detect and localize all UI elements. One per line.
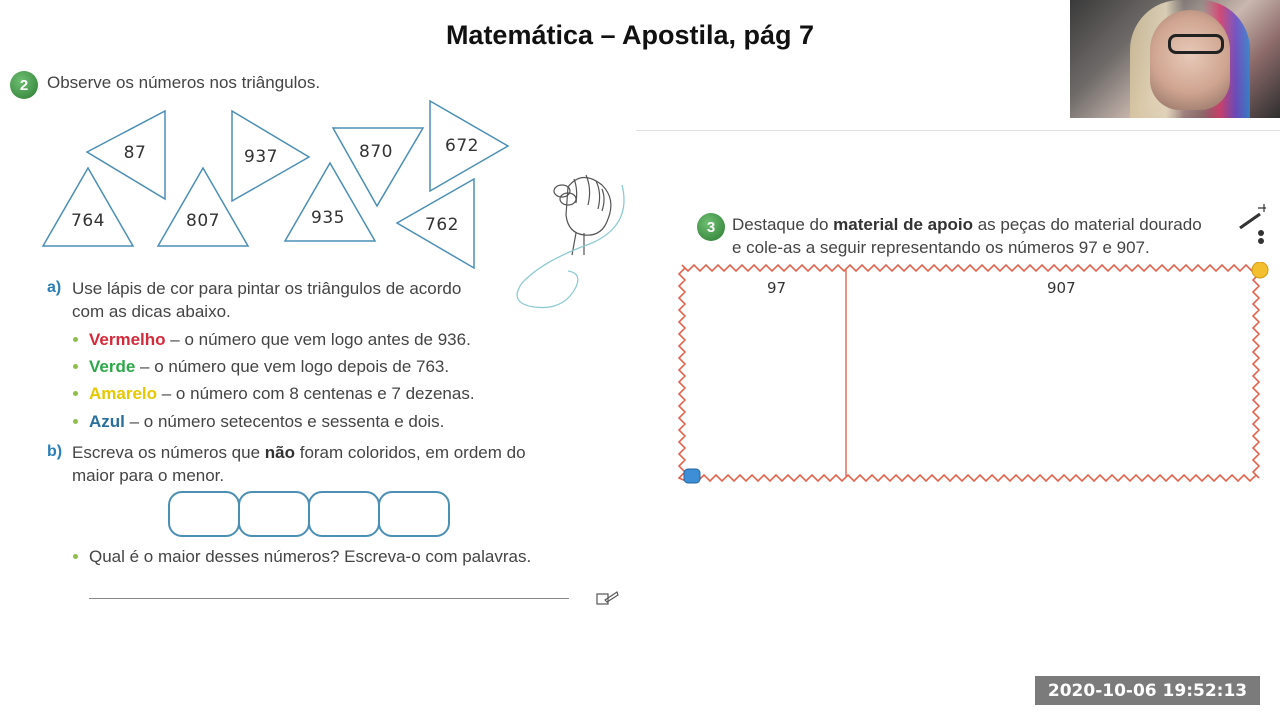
hint-text: – o número que vem logo antes de 936. — [165, 330, 471, 349]
triangle-label: 807 — [186, 211, 220, 231]
answer-line[interactable] — [89, 598, 569, 599]
answer-box[interactable] — [238, 491, 310, 537]
triangle-label: 762 — [425, 215, 459, 235]
hint-yellow — [89, 382, 475, 405]
hint-text: – o número que vem logo depois de 763. — [135, 357, 450, 376]
webcam-glasses — [1168, 34, 1224, 54]
triangle-label: 87 — [123, 143, 147, 163]
hint-color-word: Amarelo — [89, 384, 158, 403]
question-3-text: as peças do material dourado — [972, 215, 1202, 234]
triangle-870 — [333, 128, 423, 206]
bullet-icon — [73, 337, 78, 342]
item-b-question: Qual é o maior desses números? Escreva-o com palavras. — [89, 547, 532, 566]
write-icon — [596, 591, 620, 607]
triangle-935 — [285, 163, 375, 241]
item-a-line1: Use lápis de cor para pintar os triângulos de acordo — [72, 279, 462, 298]
hint-text: – o número setecentos e sessenta e dois. — [124, 412, 445, 431]
question-3-line2: e cole-as a seguir representando os números 97 e 907. — [732, 238, 1150, 257]
corner-sun-icon — [1252, 262, 1268, 278]
bullet-icon — [73, 391, 78, 396]
answer-box[interactable] — [378, 491, 450, 537]
triangle-label: 870 — [359, 142, 393, 162]
frame-label-907: 907 — [1047, 279, 1076, 297]
timestamp-overlay: 2020-10-06 19:52:13 — [1035, 676, 1260, 705]
item-b-text: foram coloridos, em ordem do — [295, 443, 526, 462]
hint-color-word: Verde — [89, 357, 136, 376]
triangle-807 — [158, 168, 248, 246]
page-divider — [636, 130, 1280, 131]
bullet-icon — [73, 554, 78, 559]
hint-color-word: Vermelho — [89, 330, 166, 349]
webcam-face — [1150, 10, 1230, 110]
triangle-label: 764 — [71, 211, 105, 231]
question-3-badge: 3 — [697, 213, 725, 241]
hint-red — [89, 328, 471, 351]
corner-bag-icon — [684, 469, 700, 483]
item-a-line2: com as dicas abaixo. — [72, 302, 231, 321]
page-title: Matemática – Apostila, pág 7 — [445, 20, 815, 50]
item-b-line2: maior para o menor. — [72, 466, 225, 485]
triangle-764 — [43, 168, 133, 246]
webcam-video — [1070, 0, 1280, 118]
bullet-icon — [73, 419, 78, 424]
item-a-label: a) — [47, 279, 62, 296]
item-b-bold: não — [264, 443, 295, 462]
triangle-label: 937 — [244, 147, 278, 167]
question-3-bold: material de apoio — [833, 215, 973, 234]
answer-box[interactable] — [308, 491, 380, 537]
question-3-line1 — [732, 213, 1202, 236]
hint-color-word: Azul — [89, 412, 125, 431]
triangle-label: 672 — [445, 136, 479, 156]
question-2-statement: Observe os números nos triângulos. — [47, 73, 321, 92]
scissors-icon — [1236, 200, 1272, 250]
hint-blue — [89, 410, 444, 433]
bullet-icon — [73, 364, 78, 369]
hint-text: – o número com 8 centenas e 7 dezenas. — [157, 384, 475, 403]
item-b-label: b) — [47, 443, 63, 460]
question-2-badge: 2 — [10, 71, 38, 99]
question-3-text: Destaque do — [732, 215, 834, 234]
frame-label-97: 97 — [767, 279, 787, 297]
answer-box[interactable] — [168, 491, 240, 537]
girl-binoculars-illustration — [510, 165, 635, 310]
triangle-label: 935 — [311, 208, 345, 228]
hint-green — [89, 355, 449, 378]
item-b-text: Escreva os números que — [72, 443, 265, 462]
item-b-line1 — [72, 441, 526, 464]
